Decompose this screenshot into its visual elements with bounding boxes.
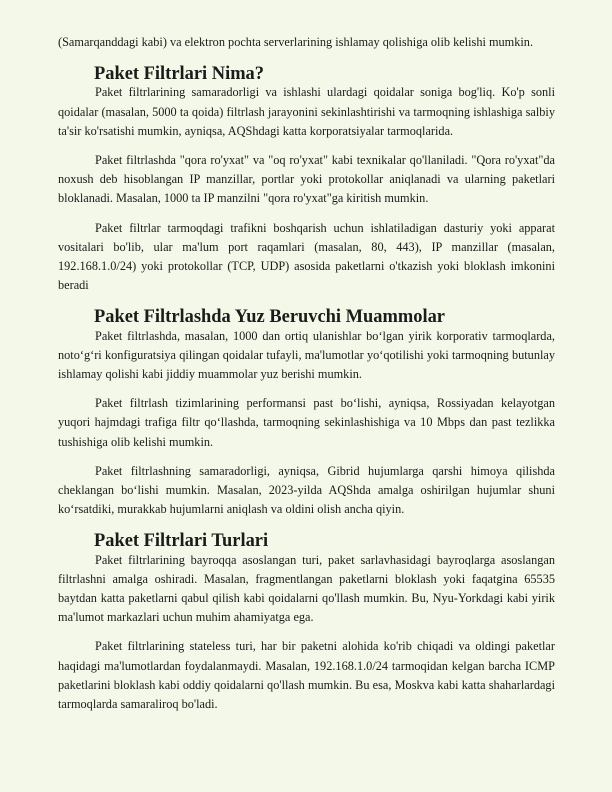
section-heading-problems: Paket Filtrlashda Yuz Beruvchi Muammolar bbox=[94, 306, 445, 327]
document-page bbox=[58, 33, 555, 714]
body-paragraph: Paket filtrlashda "qora ro'yxat" va "oq ro'yxat" kabi texnikalar qo'llaniladi. "Qora ro'yxat"da noxush deb hisoblangan IP manzillar, portlar yoki protokollar aniqlanadi va ularning paketlari bloklanadi. Masalan, 1000 ta IP manzilni "qora ro'yxat"ga kiritish mumkin. bbox=[58, 153, 555, 206]
body-paragraph: Paket filtrlashning samaradorligi, ayniqsa, Gibrid hujumlarga qarshi himoya qilishda cheklangan bo‘lishi mumkin. Masalan, 2023-yilda AQShda amalga oshirilgan hujumlar shuni ko‘rsatdiki, murakkab hujumlarni aniqlash va oldini olish ancha qiyin. bbox=[58, 463, 555, 517]
body-paragraph: Paket filtrlar tarmoqdagi trafikni boshqarish uchun ishlatiladigan dasturiy yoki apparat vositalari bo'lib, ular ma'lum port raqamlari (masalan, 80, 443), IP manzillar (masalan, 192.168.1.0/24) yoki protokollar (TCP, UDP) asosida paketlarni o'tkazish yoki bloklash imkonini beradi bbox=[58, 220, 555, 293]
body-paragraph: Paket filtrlash tizimlarining performansi past bo‘lishi, ayniqsa, Rossiyadan kelayotgan yuqori hajmdagi trafiga filtr qo‘llashda, tarmoqning sekinlashishiga va 10 Mbps dan past tezlikka tushishiga olib kelishi mumkin. bbox=[58, 396, 555, 449]
body-paragraph: Paket filtrlashda, masalan, 1000 dan ortiq ulanishlar bo‘lgan yirik korporativ tarmoqlarda, noto‘g‘ri konfiguratsiya qilingan qoidalar tufayli, ma'lumotlar yo‘qotilishi yoki tarmoqning butunlay ishlamay qolishi kabi jiddiy muammolar yuz berishi mumkin. bbox=[58, 328, 555, 382]
section-heading-what-are-packet-filters: Paket Filtrlari Nima? bbox=[94, 63, 264, 84]
body-paragraph: Paket filtrlarining bayroqqa asoslangan turi, paket sarlavhasidagi bayroqlarga asoslangan filtrlashni amalga oshiradi. Masalan, fragmentlangan paketlarni bloklash yoki faqatgina 65535 baytdan katta paketlarni qabul qilish kabi qoidalarni qo'llash mumkin. Bu, Nyu-Yorkdagi kabi yirik ma'lumot markazlari uchun muhim ahamiyatga ega. bbox=[58, 552, 555, 625]
body-paragraph: Paket filtrlarining samaradorligi va ishlashi ulardagi qoidalar soniga bog'liq. Ko'p sonli qoidalar (masalan, 5000 ta qoida) filtrlash jarayonini sekinlashtirishi va tarmoqning ishlashiga salbiy ta'sir ko'rsatishi mumkin, ayniqsa, AQShdagi katta korporatsiyalar tarmoqlarida. bbox=[58, 85, 555, 138]
body-paragraph: Paket filtrlarining stateless turi, har bir paketni alohida ko'rib chiqadi va oldingi paketlar haqidagi ma'lumotlardan foydalanmaydi. Masalan, 192.168.1.0/24 tarmoqidan kelgan barcha ICMP paketlarini bloklash kabi oddiy qoidalarni qo'llash mumkin. Bu esa, Moskva kabi katta shaharlardagi tarmoqlarda samaraliroq bo'ladi. bbox=[58, 639, 555, 712]
intro-paragraph: (Samarqanddagi kabi) va elektron pochta serverlarining ishlamay qolishiga olib kelishi mumkin. bbox=[58, 35, 534, 49]
section-heading-filter-types: Paket Filtrlari Turlari bbox=[94, 530, 269, 551]
